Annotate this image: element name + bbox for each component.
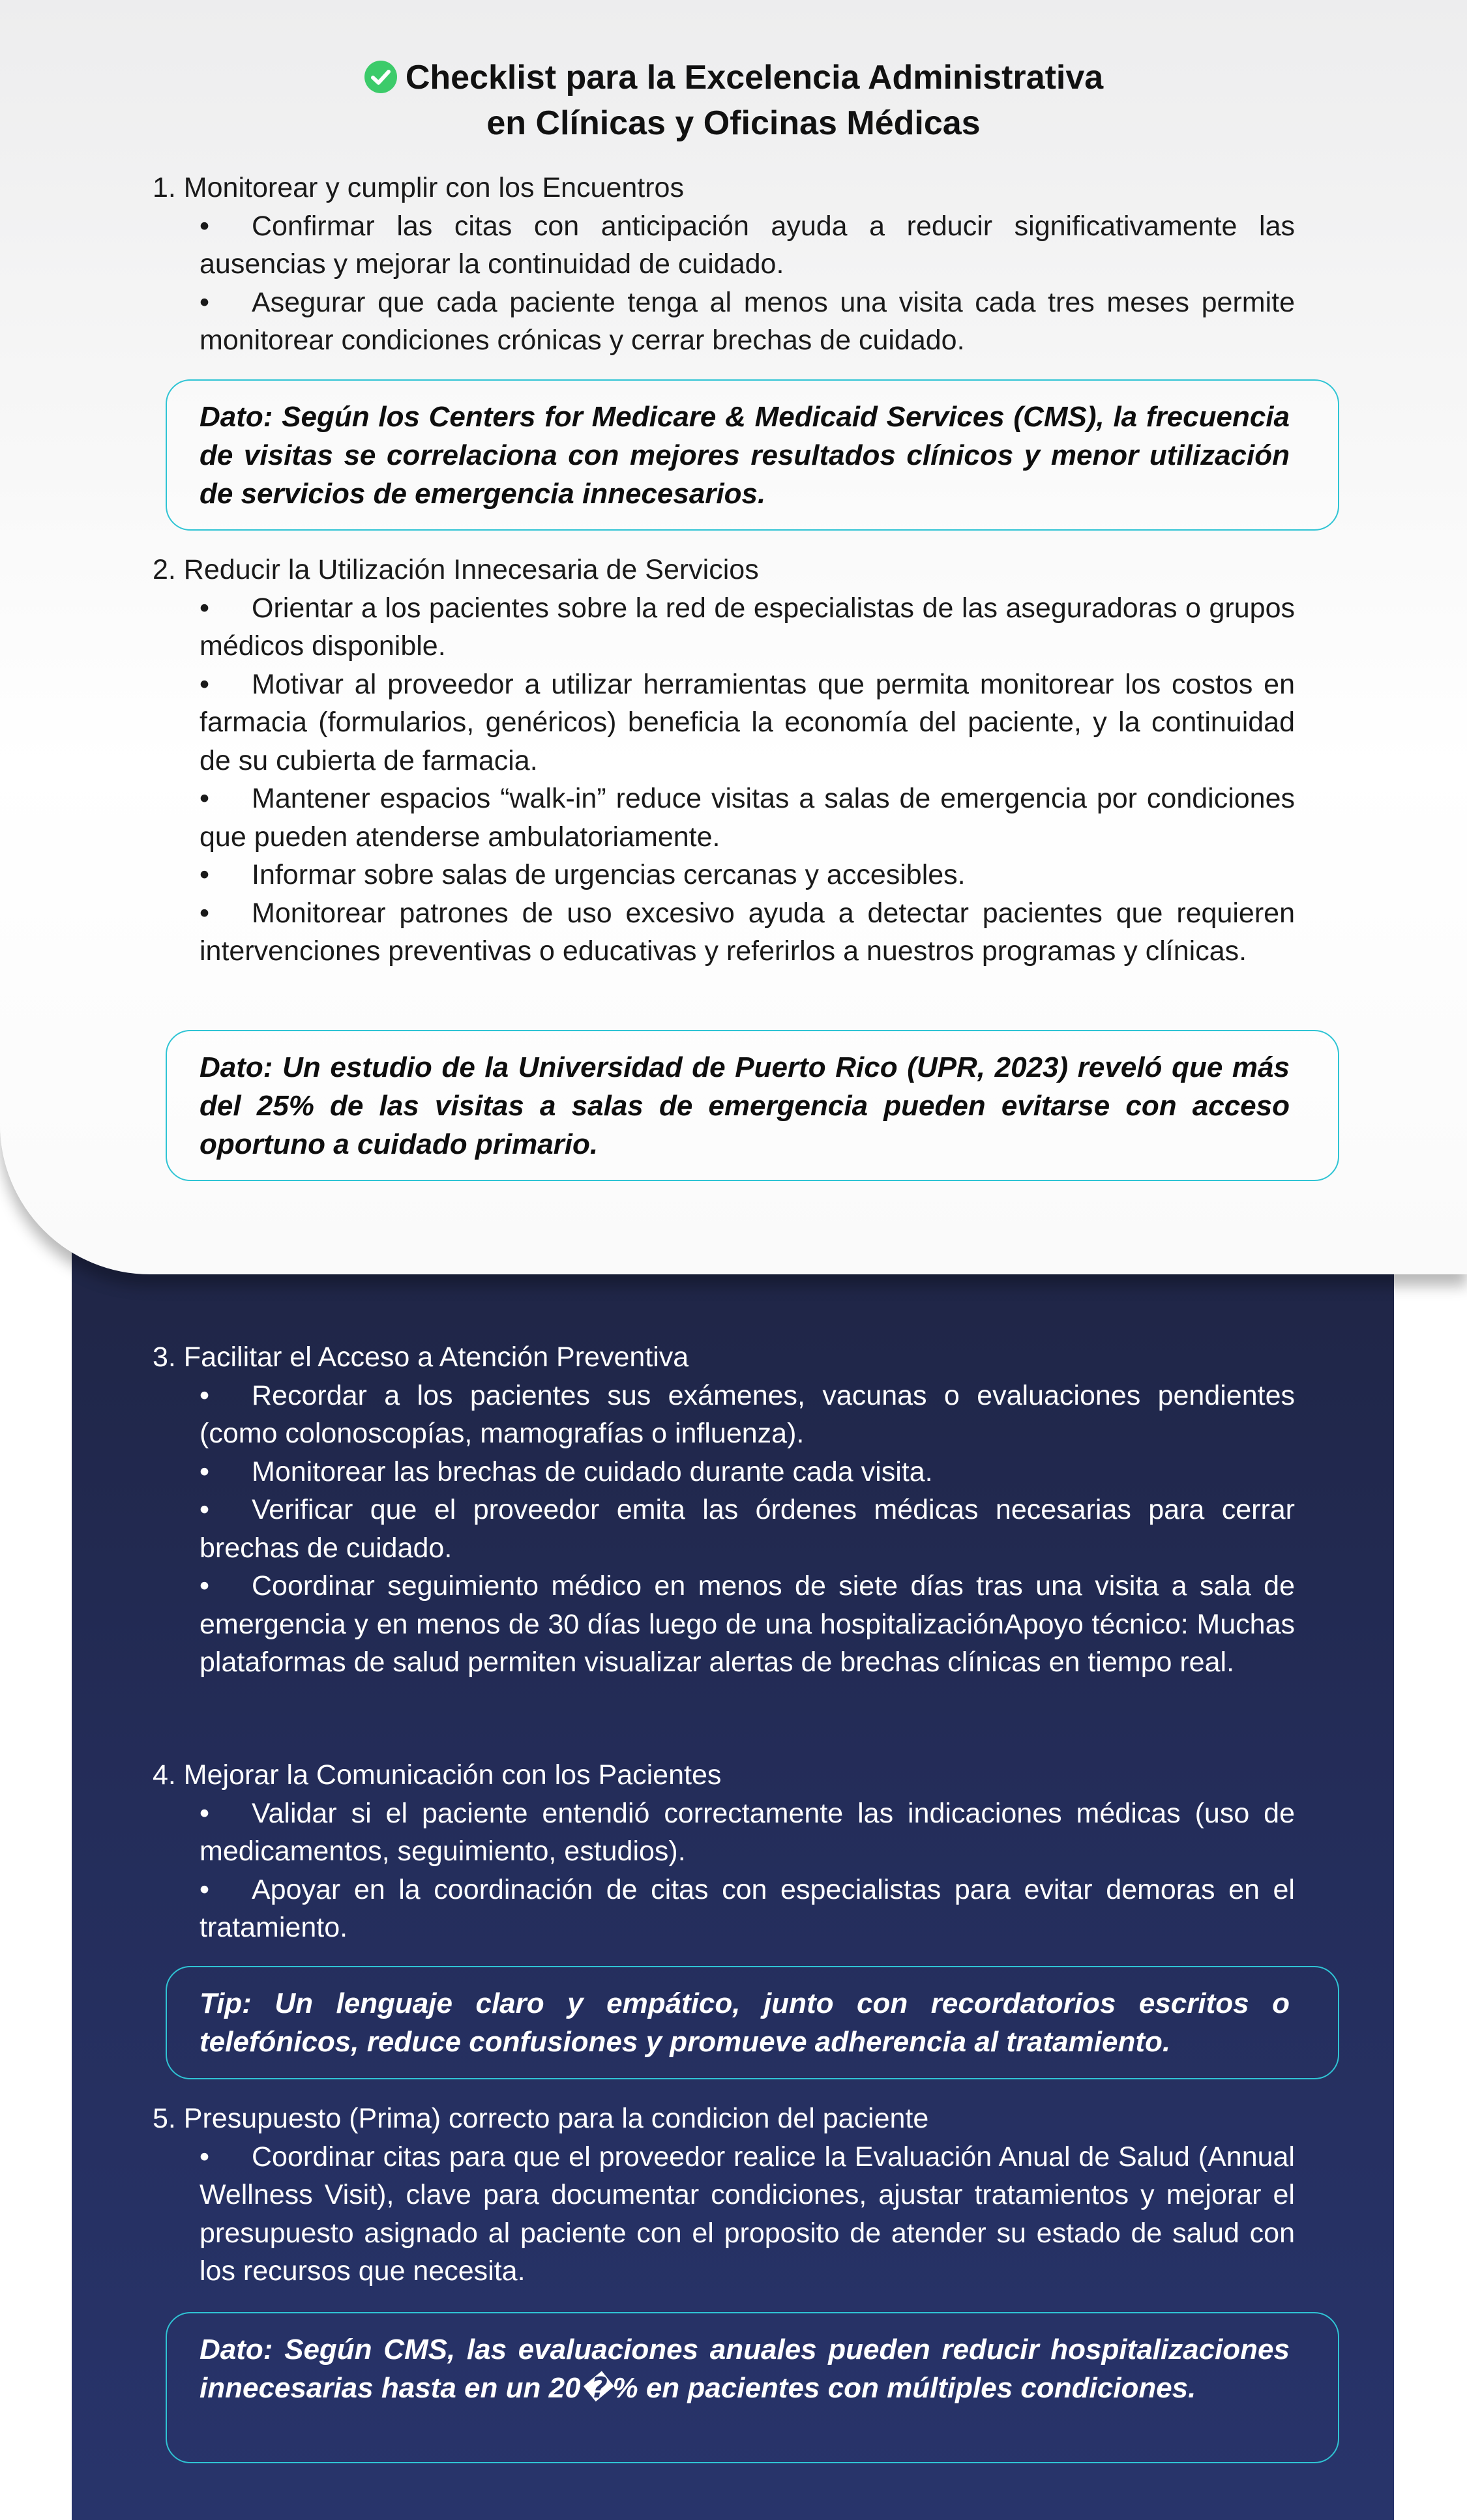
callout-box: Dato: Un estudio de la Universidad de Puerto Rico (UPR, 2023) reveló que más del 25% de las visitas a salas de emergencia pueden evitarse con acceso oportuno a cuidado primario. xyxy=(166,1030,1339,1181)
bullet-text: Coordinar seguimiento médico en menos de siete días tras una visita a sala de emergencia y en menos de 30 días luego de una hospitalizaciónApoyo técnico: Muchas plataformas de salud permiten visualizar alertas de brechas clínicas en tiempo real. xyxy=(200,1570,1295,1678)
bullet-text: Confirmar las citas con anticipación ayuda a reducir significativamente las ausencias y mejorar la continuidad de cuidado. xyxy=(200,210,1295,280)
bullet-dot: • xyxy=(200,210,210,242)
list-item xyxy=(200,1453,1295,1491)
list-item xyxy=(200,589,1295,666)
list-item xyxy=(200,666,1295,780)
list-item xyxy=(200,1795,1295,1871)
list-item xyxy=(200,207,1295,284)
check-circle-icon xyxy=(364,60,398,103)
title-line-2: en Clínicas y Oficinas Médicas xyxy=(486,104,981,142)
bullet-text: Monitorear patrones de uso excesivo ayuda a detectar pacientes que requieren intervenciones preventivas o educativas y referirlos a nuestros programas y clínicas. xyxy=(200,897,1295,967)
bullet-dot: • xyxy=(200,668,210,700)
list-item xyxy=(200,1491,1295,1567)
bullet-dot: • xyxy=(200,859,210,890)
list-item xyxy=(200,894,1295,971)
bullet-text: Asegurar que cada paciente tenga al menos una visita cada tres meses permite monitorear condiciones crónicas y cerrar brechas de cuidado. xyxy=(200,286,1295,356)
bullet-dot: • xyxy=(200,1873,210,1905)
section-heading: 5. Presupuesto (Prima) correcto para la condicion del paciente xyxy=(153,2103,929,2134)
section-3 xyxy=(153,1338,1295,1682)
bullet-dot: • xyxy=(200,1494,210,1525)
list-item xyxy=(200,2138,1295,2291)
bullet-text: Orientar a los pacientes sobre la red de especialistas de las aseguradoras o grupos médicos disponible. xyxy=(200,592,1295,662)
bullet-dot: • xyxy=(200,1379,210,1411)
list-item xyxy=(200,1377,1295,1453)
bullet-dot: • xyxy=(200,1570,210,1602)
bullet-text: Validar si el paciente entendió correctamente las indicaciones médicas (uso de medicamentos, seguimiento, estudios). xyxy=(200,1797,1295,1867)
page-title xyxy=(0,57,1467,143)
section-2 xyxy=(153,551,1295,971)
section-heading: 4. Mejorar la Comunicación con los Pacientes xyxy=(153,1759,722,1791)
bullet-dot: • xyxy=(200,592,210,624)
list-item xyxy=(200,856,1295,894)
list-item xyxy=(200,780,1295,856)
bullet-dot: • xyxy=(200,1456,210,1487)
bullet-text: Mantener espacios “walk-in” reduce visitas a salas de emergencia por condiciones que pueden atenderse ambulatoriamente. xyxy=(200,783,1295,853)
bullet-dot: • xyxy=(200,2141,210,2173)
bullet-text: Verificar que el proveedor emita las órdenes médicas necesarias para cerrar brechas de cuidado. xyxy=(200,1494,1295,1564)
callout-box: Dato: Según CMS, las evaluaciones anuales pueden reducir hospitalizaciones innecesarias hasta en un 20�% en pacientes con múltiples condiciones. xyxy=(166,2312,1339,2463)
section-heading: 2. Reducir la Utilización Innecesaria de Servicios xyxy=(153,554,759,585)
bullet-dot: • xyxy=(200,897,210,929)
bullet-text: Apoyar en la coordinación de citas con especialistas para evitar demoras en el tratamiento. xyxy=(200,1873,1295,1943)
section-heading: 3. Facilitar el Acceso a Atención Preventiva xyxy=(153,1341,689,1373)
bullet-text: Coordinar citas para que el proveedor realice la Evaluación Anual de Salud (Annual Wellness Visit), clave para documentar condiciones, ajustar tratamientos y mejorar el presupuesto asignado al paciente con el proposito de atender su estado de salud con los recursos que necesita. xyxy=(200,2141,1295,2287)
bullet-dot: • xyxy=(200,1797,210,1829)
callout-box: Tip: Un lenguaje claro y empático, junto con recordatorios escritos o telefónicos, reduce confusiones y promueve adherencia al tratamiento. xyxy=(166,1966,1339,2079)
section-1 xyxy=(153,169,1295,360)
bullet-text: Monitorear las brechas de cuidado durante cada visita. xyxy=(252,1456,933,1487)
section-5 xyxy=(153,2100,1295,2291)
list-item xyxy=(200,284,1295,360)
list-item xyxy=(200,1567,1295,1682)
section-4 xyxy=(153,1756,1295,1947)
section-heading: 1. Monitorear y cumplir con los Encuentros xyxy=(153,172,684,203)
bullet-text: Informar sobre salas de urgencias cercanas y accesibles. xyxy=(252,859,966,890)
bullet-dot: • xyxy=(200,783,210,814)
bullet-dot: • xyxy=(200,286,210,318)
list-item xyxy=(200,1871,1295,1947)
callout-box: Dato: Según los Centers for Medicare & Medicaid Services (CMS), la frecuencia de visitas se correlaciona con mejores resultados clínicos y menor utilización de servicios de emergencia innecesarios. xyxy=(166,379,1339,531)
bullet-text: Recordar a los pacientes sus exámenes, vacunas o evaluaciones pendientes (como colonoscopías, mamografías o influenza). xyxy=(200,1379,1295,1449)
bullet-text: Motivar al proveedor a utilizar herramientas que permita monitorear los costos en farmacia (formularios, genéricos) beneficia la economía del paciente, y la continuidad de su cubierta de farmacia. xyxy=(200,668,1295,776)
title-line-1: Checklist para la Excelencia Administrativa xyxy=(405,59,1104,96)
